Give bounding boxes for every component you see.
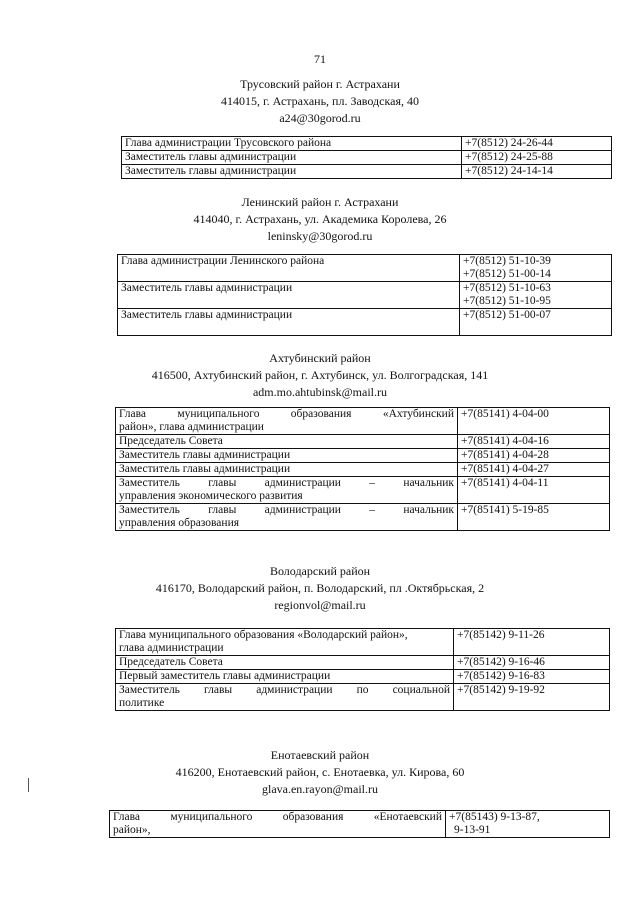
district-header-leninsky	[0, 194, 640, 245]
table-row	[116, 477, 610, 504]
district-email: glava.en.rayon@mail.ru	[261, 782, 378, 796]
district-title: Трусовский район г. Астрахани	[240, 77, 400, 91]
phone-cell: +7(85141) 4-04-11	[458, 477, 610, 504]
position-cell	[116, 504, 458, 531]
phone-cell	[460, 255, 612, 282]
district-address: 416500, Ахтубинский район, г. Ахтубинск, ул. Волгоградская, 141	[151, 368, 489, 382]
phone-cell: +7(8512) 24-14-14	[462, 165, 612, 179]
district-title: Володарский район	[269, 564, 371, 578]
phone-cell: +7(85142) 9-11-26	[454, 629, 610, 656]
position-line: район»,	[113, 824, 151, 836]
position-cell: Заместитель главы администрации	[118, 309, 460, 336]
phone-cell	[446, 811, 610, 838]
phone-cell: +7(85141) 4-04-16	[458, 435, 610, 449]
phone-line: 9-13-91	[454, 824, 491, 836]
position-cell: Глава администрации Ленинского района	[118, 255, 460, 282]
table-row	[116, 435, 610, 449]
phone-cell: +7(85141) 4-04-00	[458, 408, 610, 435]
district-header-volodarsky	[0, 563, 640, 614]
district-header-enotaevsky	[0, 747, 640, 798]
phone-cell: +7(85141) 4-04-28	[458, 449, 610, 463]
phone-line: +7(8512) 51-10-63	[463, 282, 551, 294]
district-header-akhtubinsky	[0, 350, 640, 401]
phone-cell: +7(85142) 9-16-46	[454, 656, 610, 670]
phone-line: +7(8512) 51-10-39	[463, 255, 551, 267]
district-title: Ахтубинский район	[269, 351, 371, 365]
phone-line: +7(8512) 51-00-14	[463, 268, 551, 280]
phone-line: +7(85143) 9-13-87,	[449, 811, 540, 823]
position-line: район», глава администрации	[119, 421, 264, 433]
position-cell	[116, 629, 454, 656]
table-row	[118, 255, 612, 282]
position-cell: Заместитель главы администрации	[116, 449, 458, 463]
position-cell: Заместитель главы администрации	[122, 165, 462, 179]
position-cell: Заместитель главы администрации	[116, 463, 458, 477]
position-cell	[116, 684, 454, 711]
position-line: Глава муниципального образования «Енотаевский	[113, 811, 442, 823]
position-cell	[116, 408, 458, 435]
contacts-table-akhtubinsky	[115, 407, 610, 531]
district-email: leninsky@30gorod.ru	[267, 229, 373, 243]
table-row	[116, 670, 610, 684]
phone-cell	[460, 282, 612, 309]
table-row	[118, 282, 612, 309]
district-header-trusovsky	[0, 76, 640, 127]
table-row	[116, 504, 610, 531]
table-row	[116, 629, 610, 656]
position-cell: Председатель Совета	[116, 656, 454, 670]
phone-line: +7(8512) 51-10-95	[463, 295, 551, 307]
position-cell: Заместитель главы администрации	[118, 282, 460, 309]
district-address: 416200, Енотаевский район, с. Енотаевка, ул. Кирова, 60	[175, 765, 465, 779]
phone-cell: +7(85142) 9-19-92	[454, 684, 610, 711]
page-number: 71	[314, 52, 326, 66]
position-cell	[116, 477, 458, 504]
phone-cell: +7(85141) 5-19-85	[458, 504, 610, 531]
contacts-table-volodarsky	[115, 628, 610, 711]
position-line: глава администрации	[119, 642, 224, 654]
district-address: 414015, г. Астрахань, пл. Заводская, 40	[221, 94, 419, 108]
table-row	[118, 309, 612, 336]
table-row	[116, 408, 610, 435]
table-row	[122, 165, 612, 179]
position-line: управления экономического развития	[119, 490, 303, 502]
district-email: regionvol@mail.ru	[274, 598, 366, 612]
table-row	[116, 684, 610, 711]
position-line: Заместитель главы администрации – начальник	[119, 504, 454, 516]
district-title: Енотаевский район	[270, 748, 370, 762]
position-cell: Председатель Совета	[116, 435, 458, 449]
position-cell: Заместитель главы администрации	[122, 151, 462, 165]
position-line: Заместитель главы администрации по социальной	[119, 684, 450, 696]
table-row	[116, 449, 610, 463]
table-row	[116, 656, 610, 670]
contacts-table-leninsky	[117, 254, 612, 336]
table-row	[110, 811, 610, 838]
district-email: a24@30gorod.ru	[279, 111, 361, 125]
phone-cell: +7(8512) 51-00-07	[460, 309, 612, 336]
position-line: Глава муниципального образования «Ахтубинский	[119, 408, 454, 420]
position-cell	[110, 811, 446, 838]
position-line: политике	[119, 697, 165, 709]
table-row	[122, 137, 612, 151]
position-cell: Первый заместитель главы администрации	[116, 670, 454, 684]
district-email: adm.mo.ahtubinsk@mail.ru	[252, 385, 388, 399]
district-address: 414040, г. Астрахань, ул. Академика Королева, 26	[193, 212, 447, 226]
district-address: 416170, Володарский район, п. Володарский, пл .Октябрьская, 2	[155, 581, 485, 595]
scan-mark	[28, 778, 29, 792]
district-title: Ленинский район г. Астрахани	[241, 195, 399, 209]
contacts-table-enotaevsky	[109, 810, 610, 838]
table-row	[122, 151, 612, 165]
contacts-table-trusovsky	[121, 136, 612, 179]
phone-cell: +7(85141) 4-04-27	[458, 463, 610, 477]
phone-cell: +7(8512) 24-26-44	[462, 137, 612, 151]
position-line: Заместитель главы администрации – начальник	[119, 477, 454, 489]
position-line: управления образования	[119, 517, 240, 529]
position-line: Глава муниципального образования «Володарский район»,	[119, 629, 408, 641]
position-cell: Глава администрации Трусовского района	[122, 137, 462, 151]
phone-cell: +7(8512) 24-25-88	[462, 151, 612, 165]
table-row	[116, 463, 610, 477]
phone-cell: +7(85142) 9-16-83	[454, 670, 610, 684]
